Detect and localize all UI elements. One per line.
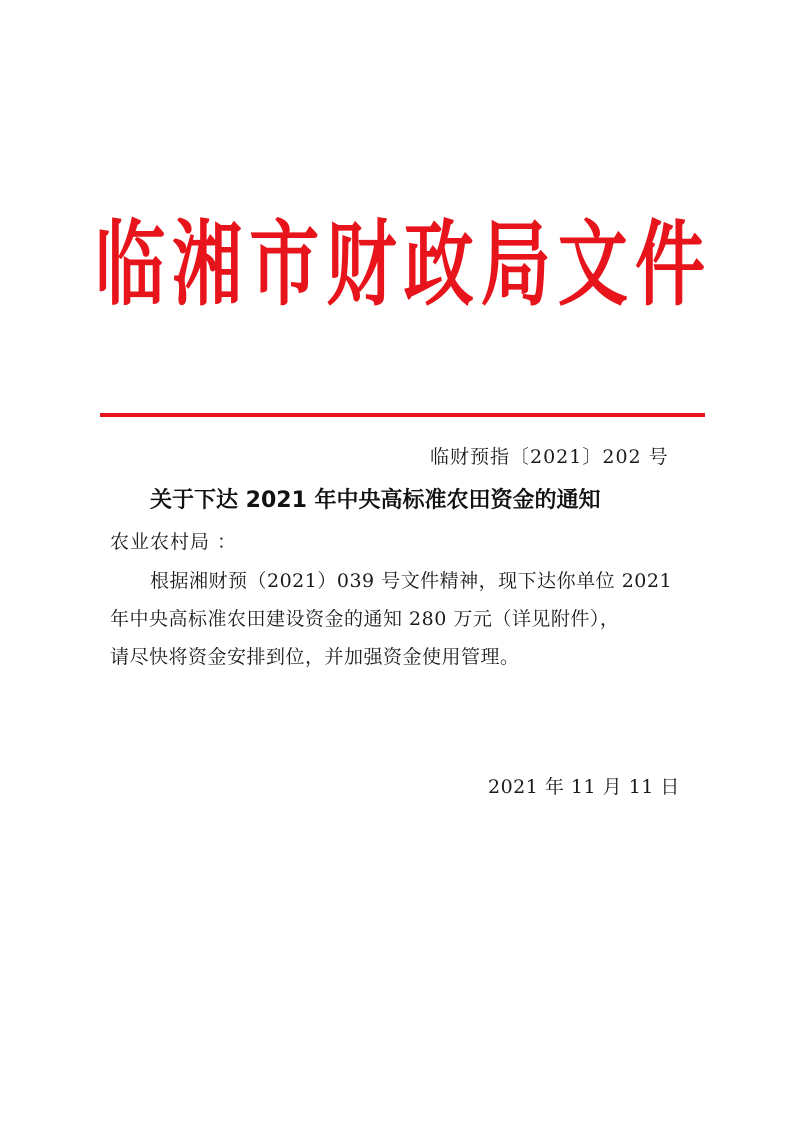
recipient-line: 农业农村局 ： — [110, 531, 238, 553]
body-line: 年中央高标准农田建设资金的通知 280 万元（详见附件）， — [110, 608, 620, 630]
masthead-char: 财 — [326, 210, 397, 320]
masthead-char: 局 — [480, 210, 551, 320]
document-number: 临财预指〔2021〕202 号 — [430, 446, 669, 468]
masthead-title — [95, 205, 705, 325]
masthead-char: 市 — [249, 210, 320, 320]
document-date: 2021 年 11 月 11 日 — [488, 776, 680, 798]
masthead-char: 件 — [634, 210, 705, 320]
masthead-char: 政 — [403, 210, 474, 320]
masthead-char: 湘 — [172, 210, 243, 320]
body-line: 请尽快将资金安排到位，并加强资金使用管理。 — [110, 646, 520, 668]
masthead-char: 文 — [557, 210, 628, 320]
document-title: 关于下达 2021 年中央高标准农田资金的通知 — [150, 488, 601, 513]
red-divider-line — [100, 413, 705, 417]
body-paragraph — [110, 562, 673, 676]
body-line: 根据湘财预（2021）039 号文件精神，现下达你单位 2021 — [150, 570, 673, 592]
masthead-char: 临 — [95, 210, 165, 320]
